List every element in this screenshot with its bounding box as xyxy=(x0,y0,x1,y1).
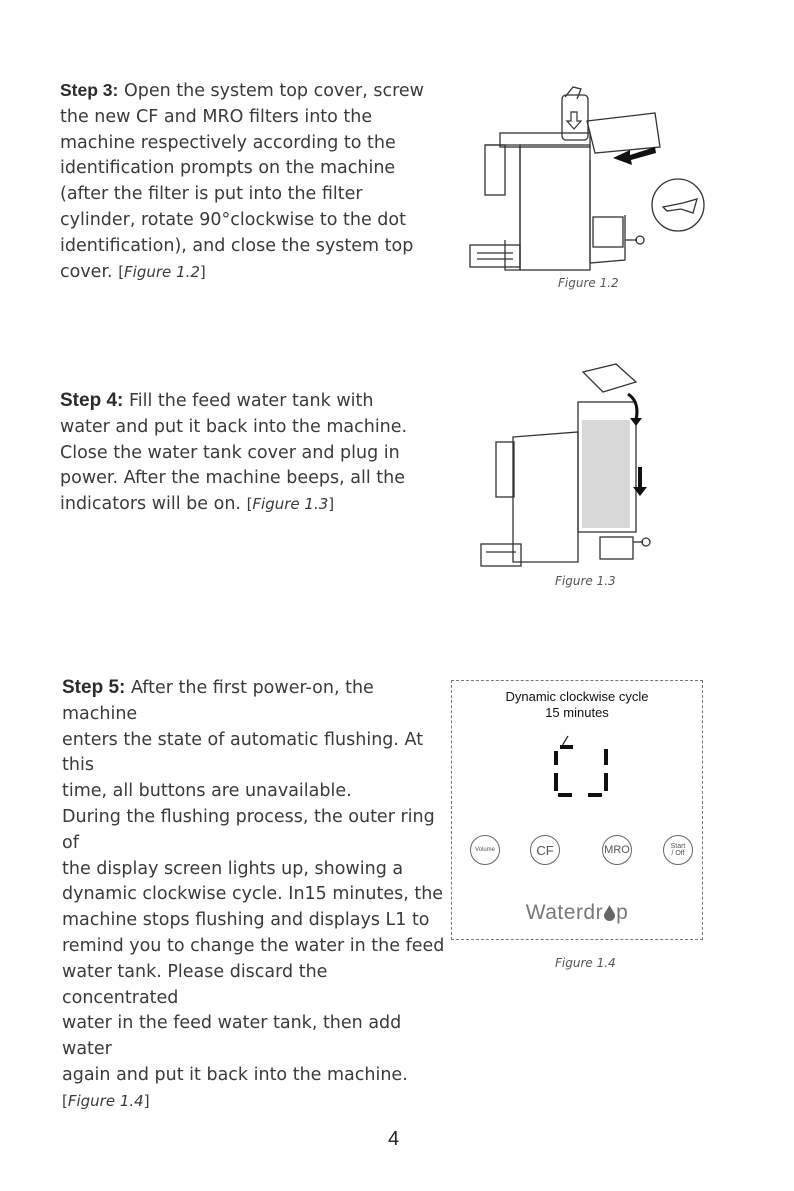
step-3-line: identification), and close the system top xyxy=(60,235,414,256)
step-4-line: power. After the machine beeps, all the xyxy=(60,468,405,489)
display-panel xyxy=(451,680,703,940)
step-4-line: Fill the feed water tank with xyxy=(128,391,374,411)
cf-button[interactable]: CF xyxy=(530,835,560,865)
step-4-label: Step 4: xyxy=(60,390,124,411)
step-3-line: identification prompts on the machine xyxy=(60,158,396,179)
figure-1-2-caption: Figure 1.2 xyxy=(558,276,619,290)
figure-1-4-caption: Figure 1.4 xyxy=(555,956,616,970)
step-4-text xyxy=(60,388,440,518)
step-3-line: the new CF and MRO filters into the xyxy=(60,106,373,127)
step-3-text xyxy=(60,78,440,285)
step-3-line: machine respectively according to the xyxy=(60,132,396,153)
page-number: 4 xyxy=(388,1128,400,1150)
step-5-line: During the flushing process, the outer ring of xyxy=(62,806,435,853)
figure-ref: [Figure 1.4] xyxy=(62,1091,150,1110)
step-5-text xyxy=(62,675,447,1115)
panel-subtitle: 15 minutes xyxy=(545,705,609,720)
step-5-label: Step 5: xyxy=(62,677,126,698)
step-5-line: dynamic clockwise cycle. In15 minutes, the xyxy=(62,884,444,905)
figure-1-3-illustration xyxy=(478,362,678,577)
step-5-line: again and put it back into the machine. xyxy=(62,1064,408,1085)
step-3-line: cover. xyxy=(60,261,113,282)
waterdrop-logo: Waterdr p xyxy=(525,901,629,924)
step-5-line: water tank. Please discard the concentrated xyxy=(62,961,328,1008)
step-4-line: water and put it back into the machine. xyxy=(60,416,408,437)
step-5-line: After the first power-on, the machine xyxy=(62,678,374,724)
step-4-line: indicators will be on. xyxy=(60,494,241,515)
step-5-line: enters the state of automatic flushing. At this xyxy=(62,729,424,776)
step-5-line: machine stops flushing and displays L1 to xyxy=(62,910,430,931)
step-5-line: water in the feed water tank, then add water xyxy=(62,1013,402,1060)
step-3-line: (after the filter is put into the filter xyxy=(60,184,363,205)
figure-1-2-illustration xyxy=(465,85,715,280)
mro-button[interactable]: MRO xyxy=(602,835,632,865)
figure-ref: [Figure 1.3] xyxy=(246,495,335,514)
water-drop-icon xyxy=(603,904,616,921)
volume-button[interactable]: Volume xyxy=(470,835,500,865)
step-3-line: Open the system top cover, screw xyxy=(123,81,424,101)
step-5-line: time, all buttons are unavailable. xyxy=(62,781,352,802)
start-off-button[interactable]: Start / Off xyxy=(663,835,693,865)
step-5-line: the display screen lights up, showing a xyxy=(62,858,404,879)
step-5-line: remind you to change the water in the feed xyxy=(62,935,445,956)
figure-1-3-caption: Figure 1.3 xyxy=(555,574,616,588)
step-4-line: Close the water tank cover and plug in xyxy=(60,442,400,463)
step-3-line: cylinder, rotate 90°clockwise to the dot xyxy=(60,209,406,230)
step-3-label: Step 3: xyxy=(60,80,119,100)
figure-ref: [Figure 1.2] xyxy=(118,262,206,281)
segment-display xyxy=(542,721,622,803)
panel-title: Dynamic clockwise cycle xyxy=(505,689,649,704)
